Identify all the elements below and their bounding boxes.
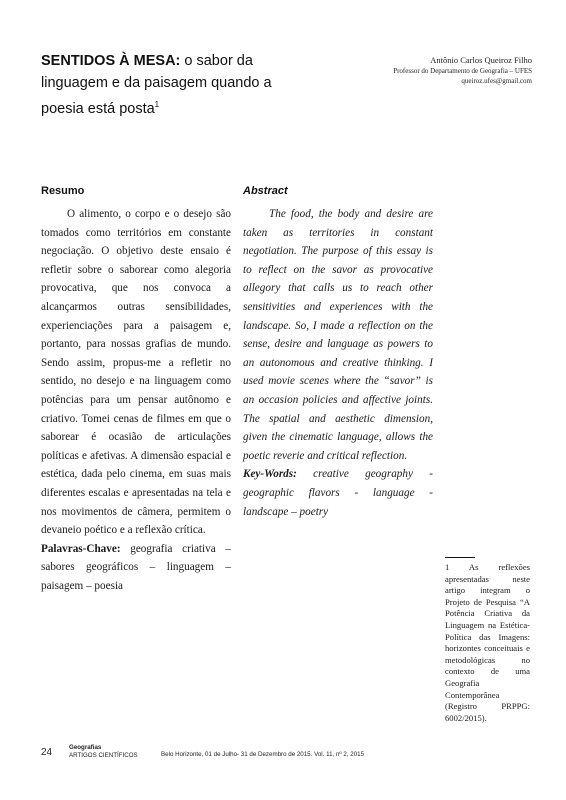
journal-info <box>69 744 138 760</box>
resumo-body: O alimento, o corpo e o desejo são tomados como territórios em constante negociação. O objetivo deste ensaio é refletir sobre o saborear como alegoria provocativa, que nos convoca a alcançarmos outras sensibilidades, experienciações para a paisagem e, portanto, para nossas grafias de mundo. Sendo assim, propus-me a refletir no sentido, no desejo e na linguagem como potências para um pensar autônomo e criativo. Tomei cenas de filmes em que o saborear é ocasião de articulações políticas e afetivas. A dimensão espacial e estética, dada pelo cinema, em suas mais diferentes escalas e apresentadas na tela e nos movimentos de câmera, permitem o devaneio poético e a reflexão crítica. <box>41 208 231 537</box>
abstract-keywords <box>243 465 433 521</box>
abstract-heading: Abstract <box>243 185 288 197</box>
abstract-keywords-label: Key-Words: <box>243 468 297 481</box>
journal-section: ARTIGOS CIENTÍFICOS <box>69 752 138 759</box>
resumo-keywords-text: geografia criativa – sabores geográficos – linguagem – paisagem – poesia <box>41 542 231 592</box>
author-affiliation: Professor do Departamento de Geografia – UFES <box>393 67 532 75</box>
abstract-body: The food, the body and desire are taken as territories in constant negotiation. The purpose of this essay is to reflect on the savor as provocative allegory that calls us to reach other sensitivities and experiences with the landscape. So, I made a reflection on the sense, desire and language as powers to an autonomous and creative thinking. I used movie scenes where the “savor” is an occasion policies and affective joints. The spatial and aesthetic dimension, given the cinematic language, allows the poetic reverie and critical reflection. <box>243 208 433 462</box>
title-footnote-mark[interactable]: 1 <box>154 100 160 109</box>
abstract-column <box>243 205 433 521</box>
author-email[interactable]: queiroz.ufes@gmail.com <box>461 77 532 85</box>
page-number: 24 <box>41 747 53 758</box>
title-bold: SENTIDOS À MESA: <box>41 53 181 69</box>
resumo-keywords-label: Palavras-Chave: <box>41 542 121 555</box>
resumo-column <box>41 205 231 595</box>
footnote-divider <box>445 557 475 558</box>
footnote-text: 1 As reflexões apresentadas neste artigo integram o Projeto de Pesquisa “A Potência Criativa da Linguagem na Estética-Política das Imagens: horizontes conceituais e metodológicas no contexto de uma Geografia Contemporânea (Registro PRPPG: 6002/2015). <box>445 562 530 723</box>
journal-name: Geografias <box>69 744 102 751</box>
resumo-heading: Resumo <box>41 185 85 197</box>
author-block <box>312 55 532 86</box>
author-name: Antônio Carlos Queiroz Filho <box>430 55 532 65</box>
article-title <box>41 50 281 120</box>
resumo-keywords <box>41 540 231 596</box>
title-rest: o sabor da linguagem e da paisagem quando a poesia está posta <box>41 53 272 117</box>
journal-issue: Belo Horizonte, 01 de Julho- 31 de Dezembro de 2015. Vol. 11, nº 2, 2015 <box>161 751 365 758</box>
abstract-keywords-text: creative geography - geographic flavors - language - landscape – poetry <box>243 468 433 518</box>
